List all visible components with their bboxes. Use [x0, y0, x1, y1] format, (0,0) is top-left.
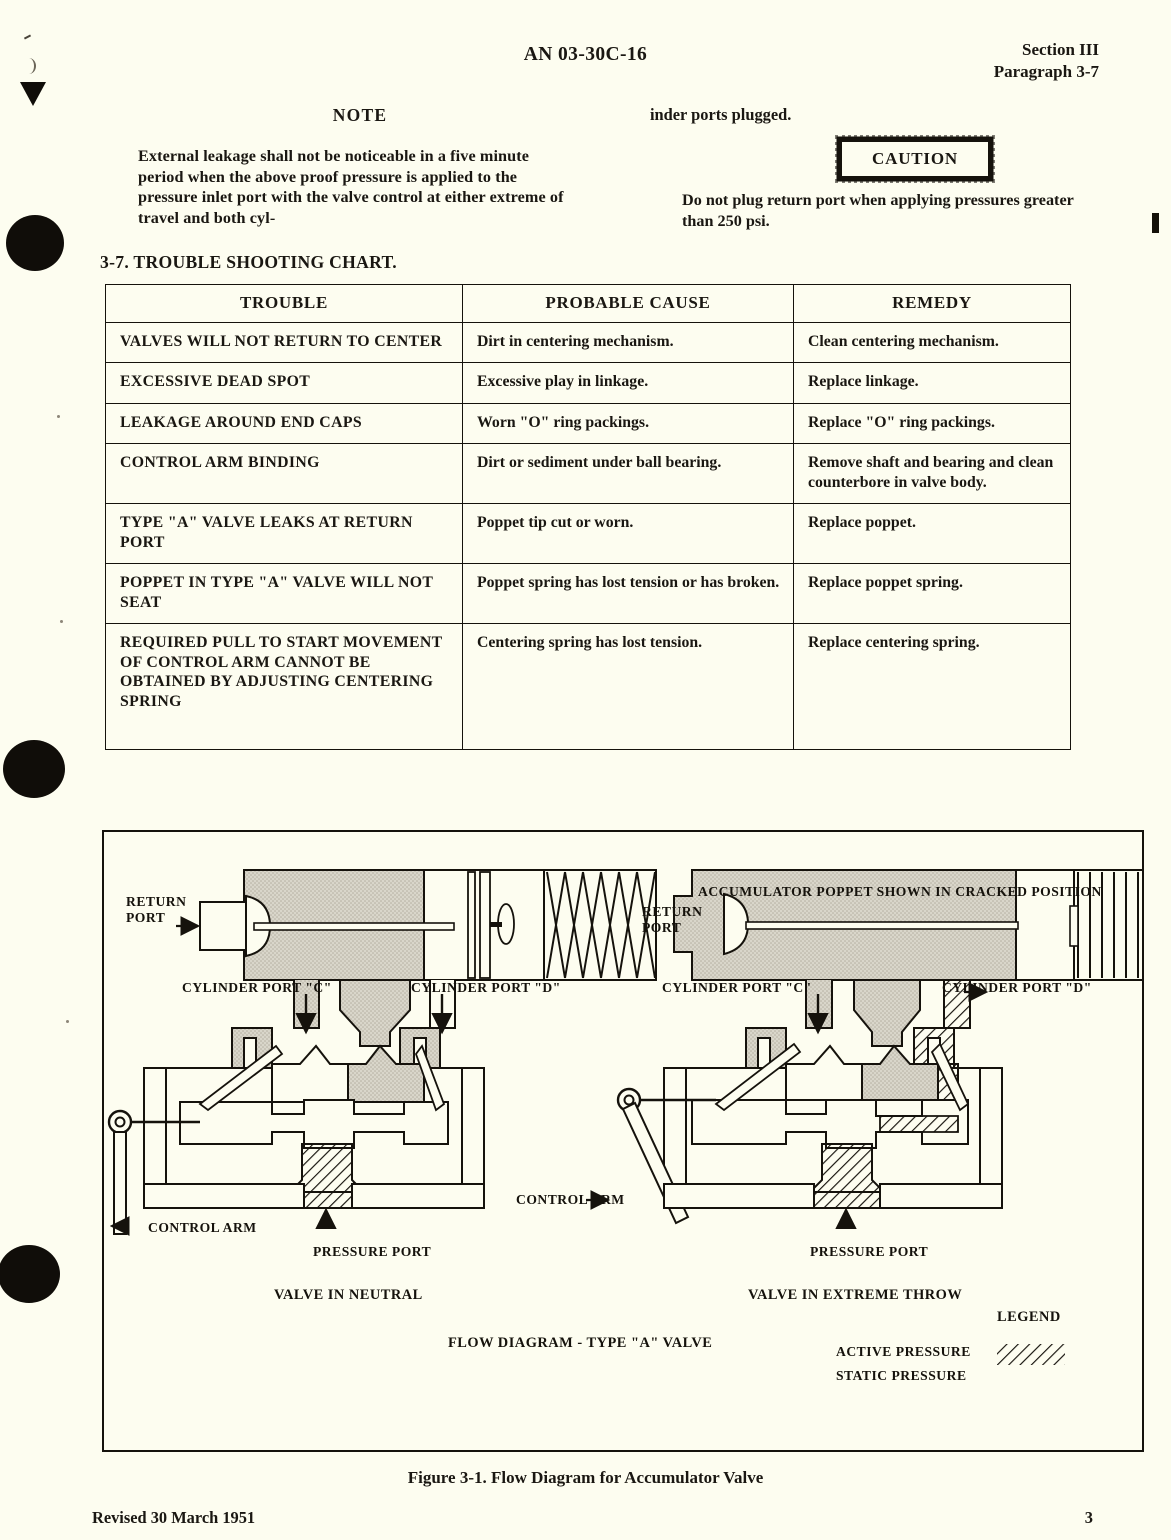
table-row [106, 504, 1071, 564]
label-return-port-left-line2: PORT [126, 910, 166, 925]
column-header-probable-cause: PROBABLE CAUSE [463, 285, 794, 323]
cell-trouble: EXCESSIVE DEAD SPOT [106, 363, 463, 404]
caution-label: CAUTION [872, 149, 958, 168]
paragraph-label: Paragraph 3-7 [993, 62, 1099, 81]
cell-trouble: LEAKAGE AROUND END CAPS [106, 403, 463, 444]
continued-text: inder ports plugged. [650, 105, 792, 124]
label-valve-state-right: VALVE IN EXTREME THROW [748, 1287, 963, 1303]
cell-remedy: Replace centering spring. [794, 624, 1071, 750]
cell-remedy: Remove shaft and bearing and clean counterbore in valve body. [794, 444, 1071, 504]
cell-cause: Worn "O" ring packings. [463, 403, 794, 444]
footer-page-number: 3 [1084, 1508, 1093, 1527]
column-header-trouble: TROUBLE [106, 285, 463, 323]
section-label: Section III [1022, 40, 1099, 59]
label-control-arm-right: CONTROL ARM [516, 1192, 625, 1207]
caution-body: Do not plug return port when applying pressures greater than 250 psi. [682, 191, 1074, 230]
diagram-title: FLOW DIAGRAM - TYPE "A" VALVE [448, 1335, 713, 1351]
cell-cause: Poppet tip cut or worn. [463, 504, 794, 564]
footer-revision: Revised 30 March 1951 [92, 1508, 256, 1527]
cell-trouble: TYPE "A" VALVE LEAKS AT RETURN PORT [106, 504, 463, 564]
punch-hole-artifact [6, 215, 64, 271]
trouble-shooting-table [105, 284, 1071, 750]
cell-cause: Dirt in centering mechanism. [463, 322, 794, 363]
table-row [106, 444, 1071, 504]
flow-diagram-svg [104, 832, 1142, 1450]
cell-remedy: Replace linkage. [794, 363, 1071, 404]
label-return-port-right-line1: RETURN [642, 904, 703, 919]
legend-title: LEGEND [997, 1309, 1061, 1325]
cell-cause: Dirt or sediment under ball bearing. [463, 444, 794, 504]
table-row [106, 564, 1071, 624]
cell-remedy: Replace poppet. [794, 504, 1071, 564]
caution-box [838, 138, 992, 180]
cell-cause: Centering spring has lost tension. [463, 624, 794, 750]
speck-artifact [66, 1020, 69, 1023]
label-pressure-port-left: PRESSURE PORT [313, 1244, 432, 1259]
label-pressure-port-right: PRESSURE PORT [810, 1244, 929, 1259]
legend-active-pressure-label: ACTIVE PRESSURE [836, 1344, 971, 1359]
table-row [106, 403, 1071, 444]
label-cylinder-port-c-left: CYLINDER PORT "C" [182, 980, 332, 995]
column-header-remedy: REMEDY [794, 285, 1071, 323]
speck-artifact [57, 415, 60, 418]
label-cylinder-port-d-right: CYLINDER PORT "D" [942, 980, 1092, 995]
table-row [106, 624, 1071, 750]
left-valve-assembly [109, 870, 656, 1234]
edge-mark-artifact [1152, 213, 1159, 233]
figure-note-top: ACCUMULATOR POPPET SHOWN IN CRACKED POSITION [698, 884, 1102, 899]
label-cylinder-port-c-right: CYLINDER PORT "C" [662, 980, 812, 995]
label-control-arm-left: CONTROL ARM [148, 1220, 257, 1235]
cell-trouble: REQUIRED PULL TO START MOVEMENT OF CONTROL ARM CANNOT BE OBTAINED BY ADJUSTING CENTERING SPRING [106, 624, 463, 750]
page-title: 3-7. TROUBLE SHOOTING CHART. [100, 252, 397, 272]
note-body: External leakage shall not be noticeable in a five minute period when the above proof pressure is applied to the pressure inlet port with the valve control at either extreme of travel and both cyl- [138, 147, 564, 227]
legend-static-pressure-label: STATIC PRESSURE [836, 1368, 967, 1383]
figure-frame [102, 830, 1144, 1452]
cell-trouble: CONTROL ARM BINDING [106, 444, 463, 504]
note-heading: NOTE [332, 105, 388, 125]
cell-trouble: POPPET IN TYPE "A" VALVE WILL NOT SEAT [106, 564, 463, 624]
document-number: AN 03-30C-16 [523, 44, 648, 65]
table-row [106, 322, 1071, 363]
label-return-port-right-line2: PORT [642, 920, 682, 935]
table-row [106, 363, 1071, 404]
label-return-port-left-line1: RETURN [126, 894, 187, 909]
cell-remedy: Replace poppet spring. [794, 564, 1071, 624]
table-header-row [106, 285, 1071, 323]
cell-remedy: Replace "O" ring packings. [794, 403, 1071, 444]
cell-remedy: Clean centering mechanism. [794, 322, 1071, 363]
cell-cause: Poppet spring has lost tension or has broken. [463, 564, 794, 624]
cell-trouble: VALVES WILL NOT RETURN TO CENTER [106, 322, 463, 363]
figure-caption: Figure 3-1. Flow Diagram for Accumulator Valve [407, 1468, 764, 1487]
scan-smudge-icon [24, 34, 31, 39]
label-cylinder-port-d-left: CYLINDER PORT "D" [411, 980, 561, 995]
punch-hole-artifact [0, 1245, 60, 1303]
scan-smudge-icon [20, 82, 46, 106]
speck-artifact [60, 620, 63, 623]
label-valve-state-left: VALVE IN NEUTRAL [274, 1287, 423, 1303]
punch-hole-artifact [3, 740, 65, 798]
legend-static-swatch [997, 1344, 1065, 1365]
cell-cause: Excessive play in linkage. [463, 363, 794, 404]
